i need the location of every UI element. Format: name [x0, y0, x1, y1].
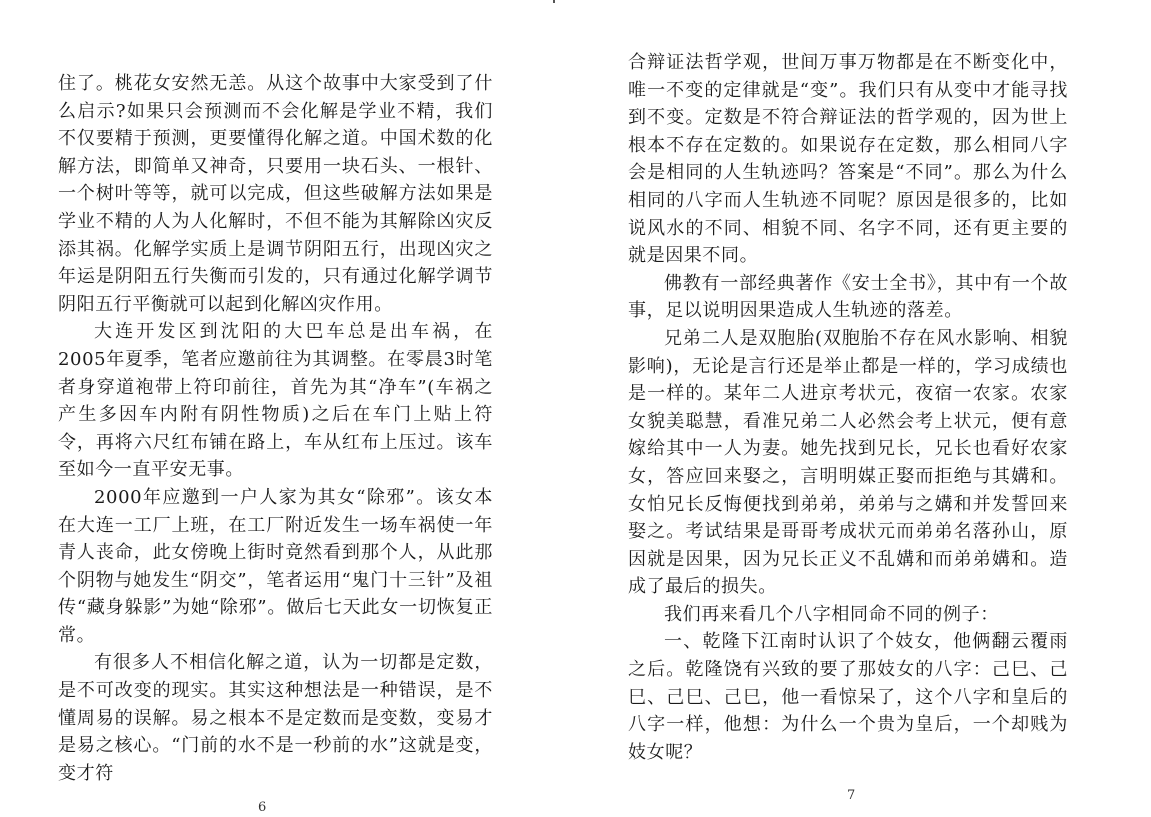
- paragraph: 我们再来看几个八字相同命不同的例子：: [664, 603, 999, 625]
- paragraph: 佛教有一部经典著作《安士全书》，其中有一个故事，足以说明因果造成人生轨迹的落差。: [628, 272, 1068, 322]
- right-page-body: [628, 49, 1068, 766]
- right-page: [575, 0, 1151, 817]
- paragraph: 有很多人不相信化解之道，认为一切都是定数，是不可改变的现实。其实这种想法是一种错误，是不懂周易的误解。易之根本不是定数而是变数，变易才是易之核心。“门前的水不是一秒前的水”这就是变，变才符: [58, 652, 493, 784]
- page-number: 7: [847, 788, 856, 803]
- paragraph: 合辩证法哲学观，世间万事万物都是在不断变化中，唯一不变的定律就是“变”。我们只有从变中才能寻找到不变。定数是不符合辩证法的哲学观的，因为世上根本不存在定数的。如果说存在定数，那么相同八字会是相同的人生轨迹吗？答案是“不同”。那么为什么相同的八字而人生轨迹不同呢？原因是很多的，比如说风水的不同、相貌不同、名字不同，还有更主要的就是因果不同。: [628, 52, 1068, 267]
- paragraph: 兄弟二人是双胞胎(双胞胎不存在风水影响、相貌影响)，无论是言行还是举止都是一样的，学习成绩也是一样的。某年二人进京考状元，夜宿一农家。农家女貌美聪慧，看准兄弟二人必然会考上状元，便有意嫁给其中一人为妻。她先找到兄长，兄长也看好农家女，答应回来娶之，言明明媒正娶而拒绝与其媾和。女怕兄长反悔便找到弟弟，弟弟与之媾和并发誓回来娶之。考试结果是哥哥考成状元而弟弟名落孙山，原因就是因果，因为兄长正义不乱媾和而弟弟媾和。造成了最后的损失。: [628, 327, 1068, 598]
- paragraph: 住了。桃花女安然无恙。从这个故事中大家受到了什么启示?如果只会预测而不会化解是学业不精，我们不仅要精于预测，更要懂得化解之道。中国术数的化解方法，即简单又神奇，只要用一块石头、一根针、一个树叶等等，就可以完成，但这些破解方法如果是学业不精的人为人化解时，不但不能为其解除凶灾反添其祸。化解学实质上是调节阴阳五行，出现凶灾之年运是阴阳五行失衡而引发的，只有通过化解学调节阴阳五行平衡就可以起到化解凶灾作用。: [58, 73, 493, 315]
- spine-mark: [553, 0, 555, 3]
- page-number: 6: [258, 800, 267, 815]
- paragraph: 一、乾隆下江南时认识了个妓女，他俩翻云覆雨之后。乾隆饶有兴致的要了那妓女的八字：己巳、己巳、己巳、己巳，他一看惊呆了，这个八字和皇后的八字一样，他想：为什么一个贵为皇后，一个却贱为妓女呢？: [628, 631, 1068, 763]
- paragraph: 大连开发区到沈阳的大巴车总是出车祸，在2005年夏季，笔者应邀前往为其调整。在零晨3时笔者身穿道袍带上符印前往，首先为其“净车”(车祸之产生多因车内附有阴性物质)之后在车门上贴上符令，再将六尺红布铺在路上，车从红布上压过。该车至如今一直平安无事。: [58, 321, 493, 481]
- paragraph: 2000年应邀到一户人家为其女“除邪”。该女本在大连一工厂上班，在工厂附近发生一场车祸使一年青人丧命，此女傍晚上街时竟然看到那个人，从此那个阴物与她发生“阴交”，笔者运用“鬼门十三针”及祖传“藏身躲影”为她“除邪”。做后七天此女一切恢复正常。: [58, 486, 493, 646]
- left-page: [0, 0, 575, 817]
- left-page-body: [58, 70, 493, 787]
